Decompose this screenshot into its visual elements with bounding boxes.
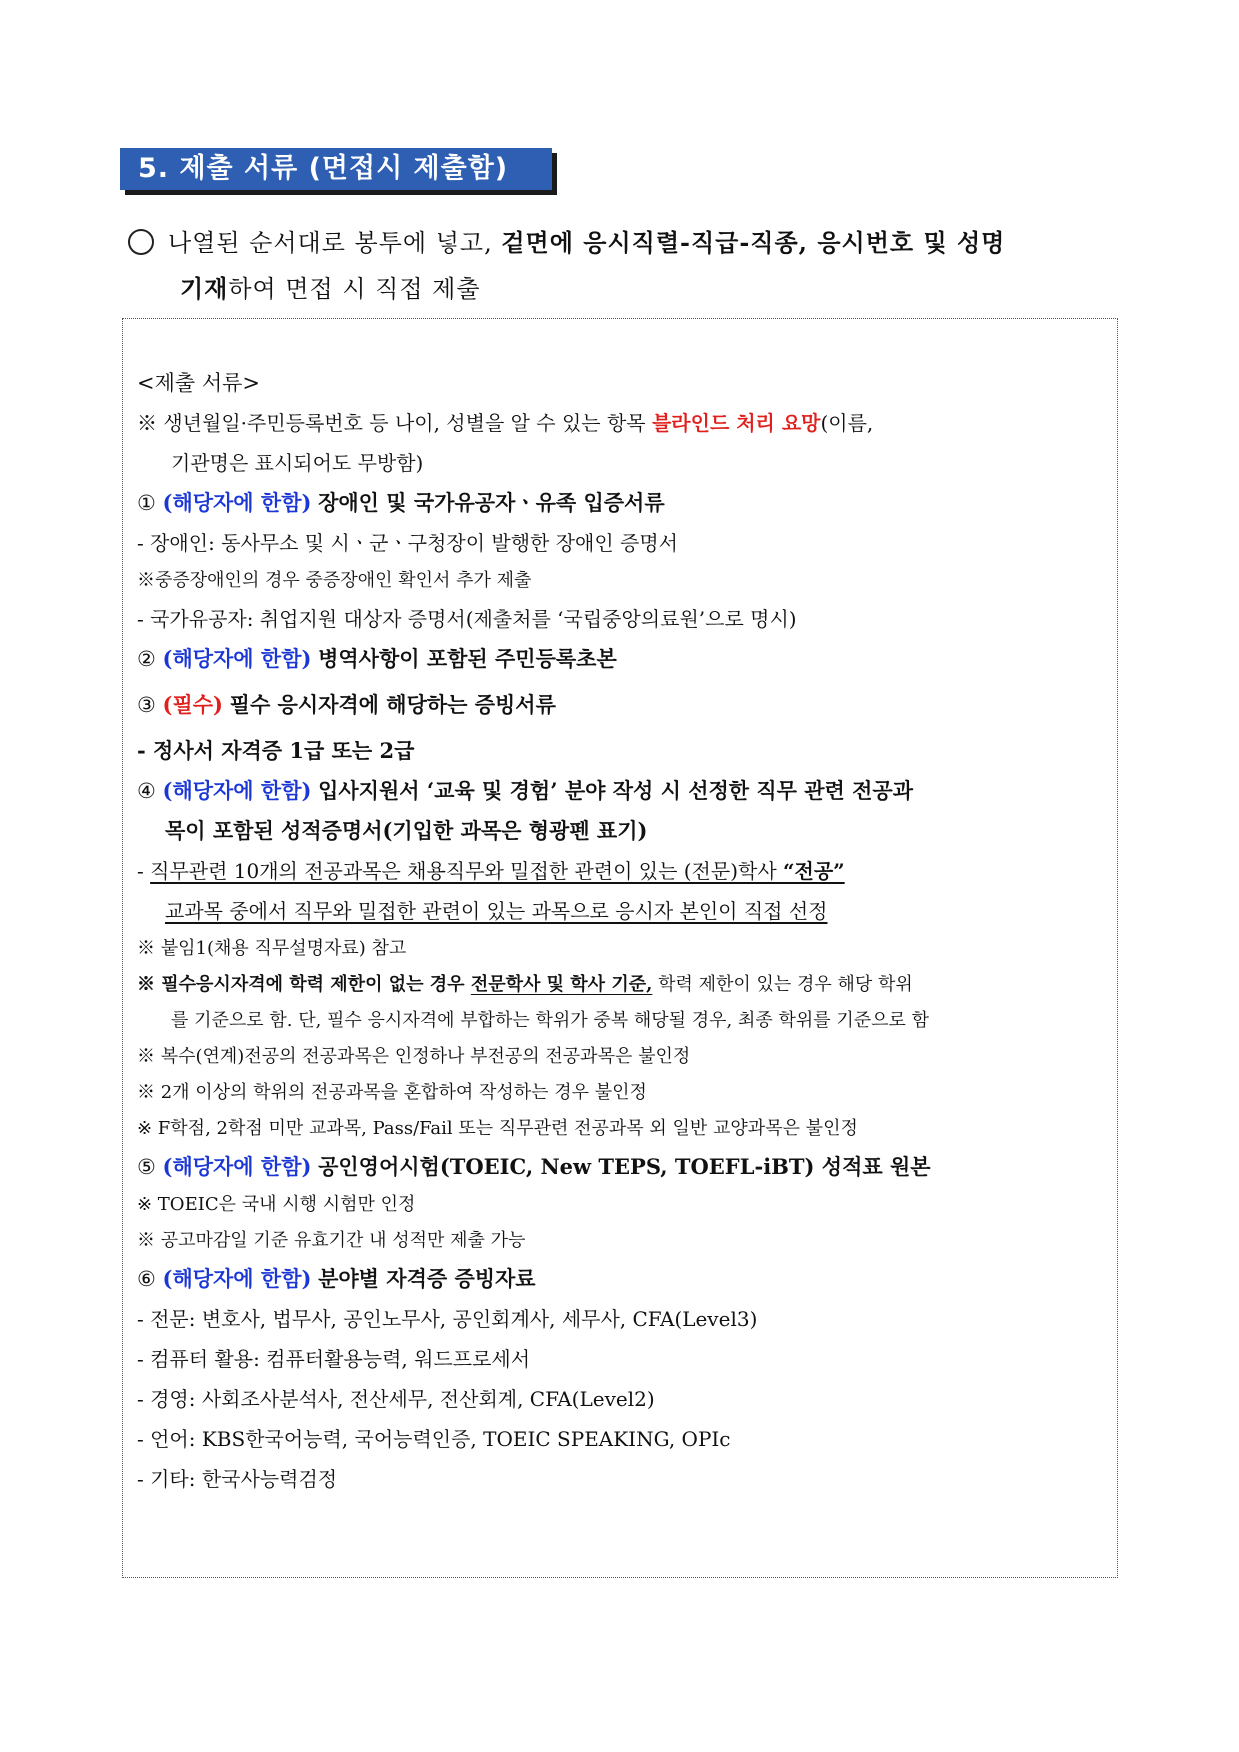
item-4-ul-text [150, 859, 845, 883]
item-5-note: ※ 공고마감일 기준 유효기간 내 성적만 제출 가능 [137, 1230, 526, 1251]
item-3-title: 필수 응시자격에 해당하는 증빙서류 [229, 692, 556, 717]
documents-list [137, 363, 1103, 1499]
documents-box [122, 318, 1118, 1578]
circle-bullet-icon [128, 229, 154, 255]
item-4-header [137, 771, 1103, 811]
item-2-title: 병역사항이 포함된 주민등록초본 [318, 646, 617, 671]
item-5-tag: (해당자에 한함) [162, 1154, 312, 1179]
item-1-header [137, 483, 1103, 523]
intro-cont-bold: 기재 [180, 274, 229, 303]
blind-note-cont: 기관명은 표시되어도 무방함) [171, 451, 424, 475]
box-heading: <제출 서류> [137, 371, 261, 395]
item-3-num: ③ [137, 693, 156, 717]
item-6-header [137, 1259, 1103, 1299]
item-6-num: ⑥ [137, 1267, 156, 1291]
item-4-note: ※ 붙임1(채용 직무설명자료) 참고 [137, 938, 407, 959]
intro-line-1 [128, 220, 1118, 266]
item-1-title: 장애인 및 국가유공자ㆍ유족 입증서류 [318, 490, 665, 515]
item-4-title: 입사지원서 ‘교육 및 경험’ 분야 작성 시 선정한 직무 관련 전공과 [318, 778, 913, 803]
intro-text: 나열된 순서대로 봉투에 넣고, [168, 229, 502, 257]
item-5-note: ※ TOEIC은 국내 시행 시험만 인정 [137, 1194, 416, 1215]
item-4-note [137, 967, 1103, 1003]
item-2-num: ② [137, 647, 156, 671]
blind-note-post: (이름, [820, 411, 874, 435]
blind-note-red: 블라인드 처리 요망 [651, 411, 821, 435]
item-1-line: - 장애인: 동사무소 및 시ㆍ군ㆍ구청장이 발행한 장애인 증명서 [137, 531, 678, 555]
item-1-tag: (해당자에 한함) [162, 490, 312, 515]
intro-line-2 [128, 266, 1118, 312]
item-4-ul-pre: 직무관련 10개의 전공과목은 채용직무와 밀접한 관련이 있는 (전문)학사 [150, 859, 783, 883]
item-1-num: ① [137, 491, 156, 515]
item-3-line: - 정사서 자격증 1급 또는 2급 [137, 738, 415, 763]
item-3-header [137, 685, 1103, 725]
item-3-tag: (필수) [162, 692, 223, 717]
item-4-note: ※ F학점, 2학점 미만 교과목, Pass/Fail 또는 직무관련 전공과목 외 일반 교양과목은 불인정 [137, 1118, 858, 1139]
item-5-title: 공인영어시험(TOEIC, New TEPS, TOEFL-iBT) 성적표 원본 [318, 1154, 931, 1179]
item-6-tag: (해당자에 한함) [162, 1266, 312, 1291]
intro-bold-text: 겉면에 응시직렬-직급-직종, 응시번호 및 성명 [501, 228, 1006, 257]
intro-cont-text: 하여 면접 시 직접 제출 [228, 275, 481, 303]
item-6-line: - 컴퓨터 활용: 컴퓨터활용능력, 워드프로세서 [137, 1347, 531, 1371]
item-6-line: - 언어: KBS한국어능력, 국어능력인증, TOEIC SPEAKING, OPIc [137, 1427, 731, 1451]
item-1-line: - 국가유공자: 취업지원 대상자 증명서(제출처를 ‘국립중앙의료원’으로 명시) [137, 607, 797, 631]
item-6-title: 분야별 자격증 증빙자료 [318, 1266, 536, 1291]
item-6-line: - 전문: 변호사, 법무사, 공인노무사, 공인회계사, 세무사, CFA(Level3) [137, 1307, 758, 1331]
item-4-note2-bold-ul: 전문학사 및 학사 기준, [470, 974, 653, 995]
item-4-dash: - [137, 859, 144, 883]
item-4-tag: (해당자에 한함) [162, 778, 312, 803]
item-5-header [137, 1147, 1103, 1187]
item-4-ul-line2: 교과목 중에서 직무와 밀접한 관련이 있는 과목으로 응시자 본인이 직접 선정 [165, 899, 828, 923]
item-6-line: - 경영: 사회조사분석사, 전산세무, 전산회계, CFA(Level2) [137, 1387, 655, 1411]
item-4-underlined-1 [137, 851, 1103, 891]
item-5-num: ⑤ [137, 1155, 156, 1179]
item-4-note-cont: 를 기준으로 함. 단, 필수 응시자격에 부합하는 학위가 중복 해당될 경우, 최종 학위를 기준으로 함 [171, 1010, 930, 1031]
item-4-note2-rest: 학력 제한이 있는 경우 해당 학위 [652, 974, 913, 995]
intro-paragraph [128, 220, 1118, 312]
item-4-ul-bold: “전공” [783, 859, 845, 883]
item-4-note2-bold: ※ 필수응시자격에 학력 제한이 없는 경우 [137, 974, 471, 995]
item-1-line: ※중증장애인의 경우 중증장애인 확인서 추가 제출 [137, 570, 532, 591]
blind-note-text: ※ 생년월일·주민등록번호 등 나이, 성별을 알 수 있는 항목 [137, 411, 652, 435]
item-2-tag: (해당자에 한함) [162, 646, 312, 671]
item-2-header [137, 639, 1103, 679]
item-4-note: ※ 2개 이상의 학위의 전공과목을 혼합하여 작성하는 경우 불인정 [137, 1082, 647, 1103]
item-6-line: - 기타: 한국사능력검정 [137, 1467, 338, 1491]
item-4-title-cont: 목이 포함된 성적증명서(기입한 과목은 형광펜 표기) [165, 818, 648, 843]
blind-note [137, 403, 1103, 443]
section-title: 5. 제출 서류 (면접시 제출함) [120, 148, 552, 190]
item-4-note: ※ 복수(연계)전공의 전공과목은 인정하나 부전공의 전공과목은 불인정 [137, 1046, 691, 1067]
item-4-num: ④ [137, 779, 156, 803]
item-4-underlined-2 [137, 891, 1103, 931]
